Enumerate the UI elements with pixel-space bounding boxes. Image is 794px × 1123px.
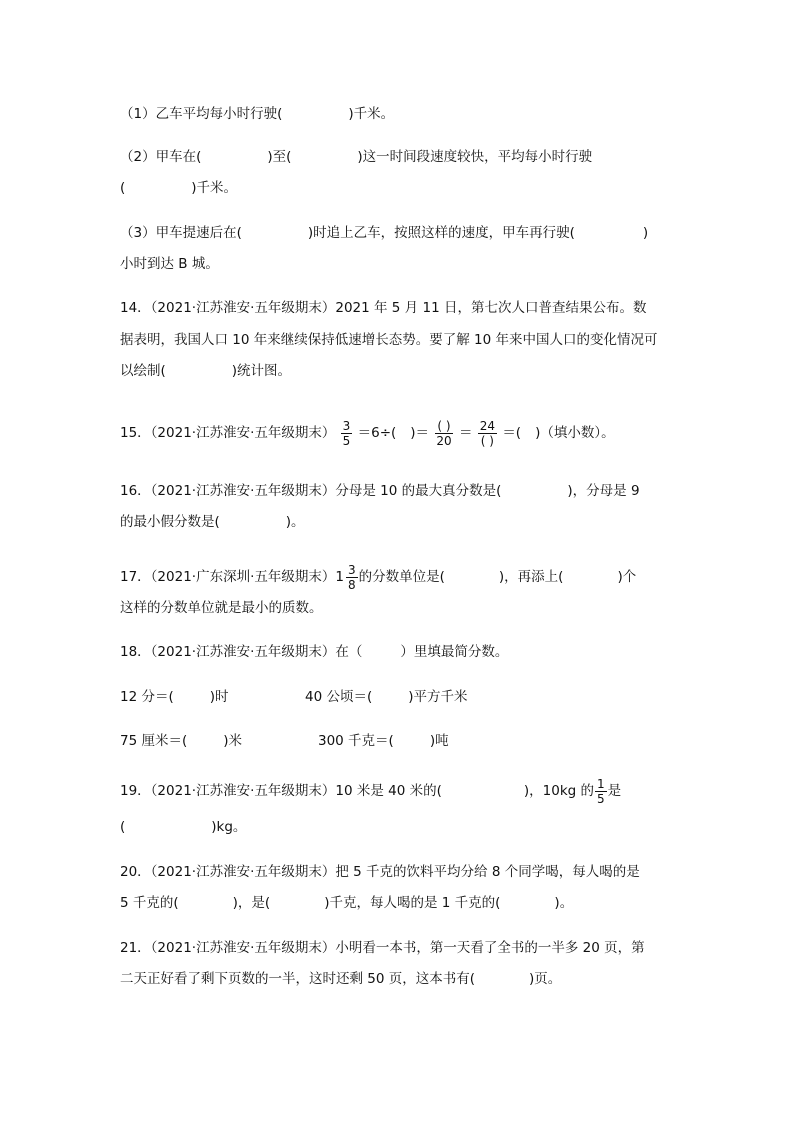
fraction: $\frac{24}{( )}$: [479, 418, 496, 448]
q14-line1: 14．（2021·江苏淮安·五年级期末）2021 年 5 月 11 日，第七次人口普查结果公布。数: [120, 300, 647, 316]
q16-line1: 16．（2021·江苏淮安·五年级期末）分母是 10 的最大真分数是( )，分母是 9: [120, 483, 640, 499]
q13-part2-line1: （2）甲车在( )至( )这一时间段速度较快，平均每小时行驶: [120, 149, 593, 165]
q18-item-cm: 75 厘米＝( )米: [120, 733, 243, 749]
q14-line3: 以绘制( )统计图。: [120, 363, 292, 379]
q21-line2: 二天正好看了剩下页数的一半，这时还剩 50 页，这本书有( )页。: [120, 971, 562, 987]
q15-line: 15．（2021·江苏淮安·五年级期末） $\frac{3}{5}$ ＝6÷( )＝ $\frac{( )}{20}$ ＝ $\frac{24}{( )}$ ＝( )（填小数）。: [120, 418, 615, 448]
q20-line1: 20．（2021·江苏淮安·五年级期末）把 5 千克的饮料平均分给 8 个同学喝，每人喝的是: [120, 864, 640, 880]
q14-line2: 据表明，我国人口 10 年来继续保持低速增长态势。要了解 10 年来中国人口的变化情况可: [120, 332, 658, 348]
fraction: $\frac{1}{5}$: [597, 776, 605, 806]
q13-part3-line2: 小时到达 B 城。: [120, 256, 219, 272]
q18-item-hectares: 40 公顷＝( )平方千米: [305, 689, 468, 705]
q18-line1: 18．（2021·江苏淮安·五年级期末）在（ ）里填最简分数。: [120, 644, 509, 660]
q21-line1: 21．（2021·江苏淮安·五年级期末）小明看一本书，第一天看了全书的一半多 20 页，第: [120, 940, 645, 956]
q19-line2: ( )kg。: [120, 819, 247, 835]
q13-part1: （1）乙车平均每小时行驶( )千米。: [120, 106, 395, 122]
mixed-number: 1 $\frac{3}{8}$: [335, 562, 356, 592]
q17-line1: 17．（2021·广东深圳·五年级期末） 1 $\frac{3}{8}$ 的分数单位是( )，再添上( )个: [120, 562, 637, 592]
fraction: $\frac{3}{8}$: [347, 562, 356, 592]
q17-line2: 这样的分数单位就是最小的质数。: [120, 600, 323, 616]
q13-part2-line2: ( )千米。: [120, 180, 238, 196]
q13-part3-line1: （3）甲车提速后在( )时追上乙车，按照这样的速度，甲车再行驶( ): [120, 225, 649, 241]
q18-item-minutes: 12 分＝( )时: [120, 689, 229, 705]
q16-line2: 的最小假分数是( )。: [120, 514, 305, 530]
q20-line2: 5 千克的( )，是( )千克，每人喝的是 1 千克的( )。: [120, 895, 574, 911]
fraction: $\frac{3}{5}$: [342, 418, 351, 448]
fraction: $\frac{( )}{20}$: [436, 418, 452, 448]
q18-item-kg: 300 千克＝( )吨: [318, 733, 449, 749]
q19-line1: 19．（2021·江苏淮安·五年级期末）10 米是 40 米的( )，10kg 的 $\frac{1}{5}$ 是: [120, 776, 622, 806]
